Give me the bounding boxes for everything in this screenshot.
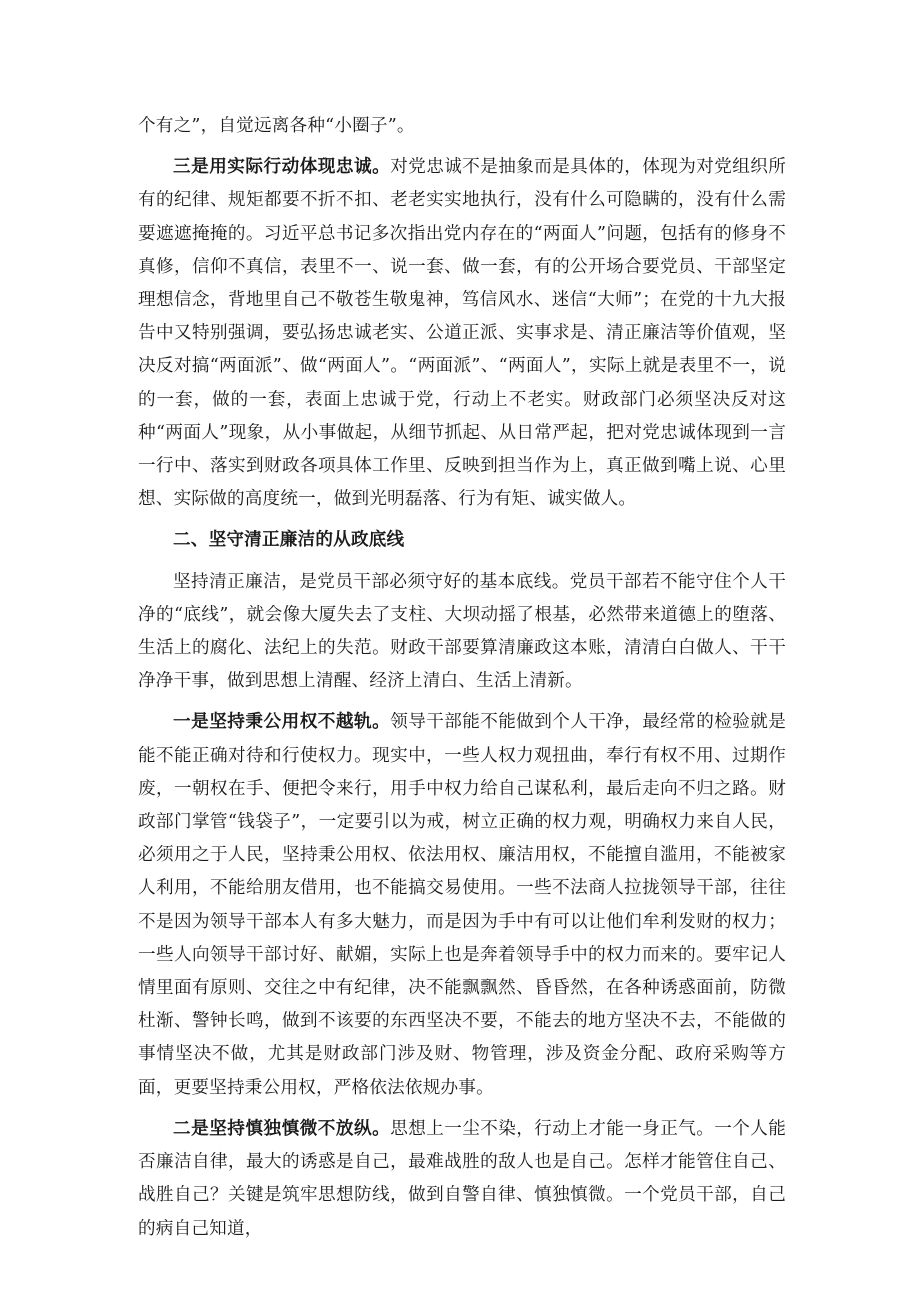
paragraph-loyalty-action: [138, 151, 786, 516]
paragraph-lead: 一是坚持秉公用权不越轨。: [173, 712, 391, 733]
paragraph-continued: [138, 110, 786, 143]
paragraph-lead: 三是用实际行动体现忠诚。: [173, 157, 391, 178]
paragraph-use-power: [138, 706, 786, 1104]
document-page: [138, 110, 786, 1246]
paragraph-integrity-bottomline: [138, 566, 786, 699]
paragraph-lead: 二是坚持慎独慎微不放纵。: [173, 1118, 391, 1139]
paragraph-text: 对党忠诚不是抽象而是具体的，体现为对党组织所有的纪律、规矩都要不折不扣、老老实实地执行，没有什么可隐瞒的，没有什么需要遮遮掩掩的。习近平总书记多次指出党内存在的“两面人”问题，包括有的修身不真修，信仰不真信，表里不一、说一套、做一套，有的公开场合要党员、干部坚定理想信念，背地里自己不敬苍生敬鬼神，笃信风水、迷信“大师”；在党的十九大报告中又特别强调，要弘扬忠诚老实、公道正派、实事求是、清正廉洁等价值观，坚决反对搞“两面派”、做“两面人”。“两面派”、“两面人”，实际上就是表里不一，说的一套，做的一套，表面上忠诚于党，行动上不老实。财政部门必须坚决反对这种“两面人”现象，从小事做起，从细节抓起、从日常严起，把对党忠诚体现到一言一行中、落实到财政各项具体工作里、反映到担当作为上，真正做到嘴上说、心里想、实际做的高度统一，做到光明磊落、行为有矩、诚实做人。: [138, 157, 786, 510]
paragraph-text: 思想上一尘不染，行动上才能一身正气。一个人能否廉洁自律，最大的诱惑是自己，最难战胜的敌人也是自己。怎样才能管住自己、战胜自己？关键是筑牢思想防线，做到自警自律、慎独慎微。一个党员干部，自己的病自己知道，: [138, 1118, 786, 1239]
paragraph-text: 个有之”，自觉远离各种“小圈子”。: [138, 116, 415, 136]
section-heading: 二、坚守清正廉洁的从政底线: [173, 530, 405, 551]
paragraph-text: 领导干部能不能做到个人干净，最经常的检验就是能不能正确对待和行使权力。现实中，一些人权力观扭曲，奉行有权不用、过期作废，一朝权在手、便把令来行，用手中权力给自己谋私利，最后走向不归之路。财政部门掌管“钱袋子”，一定要引以为戒，树立正确的权力观，明确权力来自人民，必须用之于人民，坚持秉公用权、依法用权、廉洁用权，不能擅自滥用，不能被家人利用，不能给朋友借用，也不能搞交易使用。一些不法商人拉拢领导干部，往往不是因为领导干部本人有多大魅力，而是因为手中有可以让他们牟利发财的权力；一些人向领导干部讨好、献媚，实际上也是奔着领导手中的权力而来的。要牢记人情里面有原则、交往之中有纪律，决不能飘飘然、昏昏然，在各种诱惑面前，防微杜渐、警钟长鸣，做到不该要的东西坚决不要，不能去的地方坚决不去，不能做的事情坚决不做，尤其是财政部门涉及财、物管理，涉及资金分配、政府采购等方面，更要坚持秉公用权，严格依法依规办事。: [138, 712, 786, 1098]
paragraph-text: 坚持清正廉洁，是党员干部必须守好的基本底线。党员干部若不能守住个人干净的“底线”，就会像大厦失去了支柱、大坝动摇了根基，必然带来道德上的堕落、生活上的腐化、法纪上的失范。财政干部要算清廉政这本账，清清白白做人、干干净净干事，做到思想上清醒、经济上清白、生活上清新。: [138, 571, 786, 692]
paragraph-self-discipline: [138, 1113, 786, 1246]
